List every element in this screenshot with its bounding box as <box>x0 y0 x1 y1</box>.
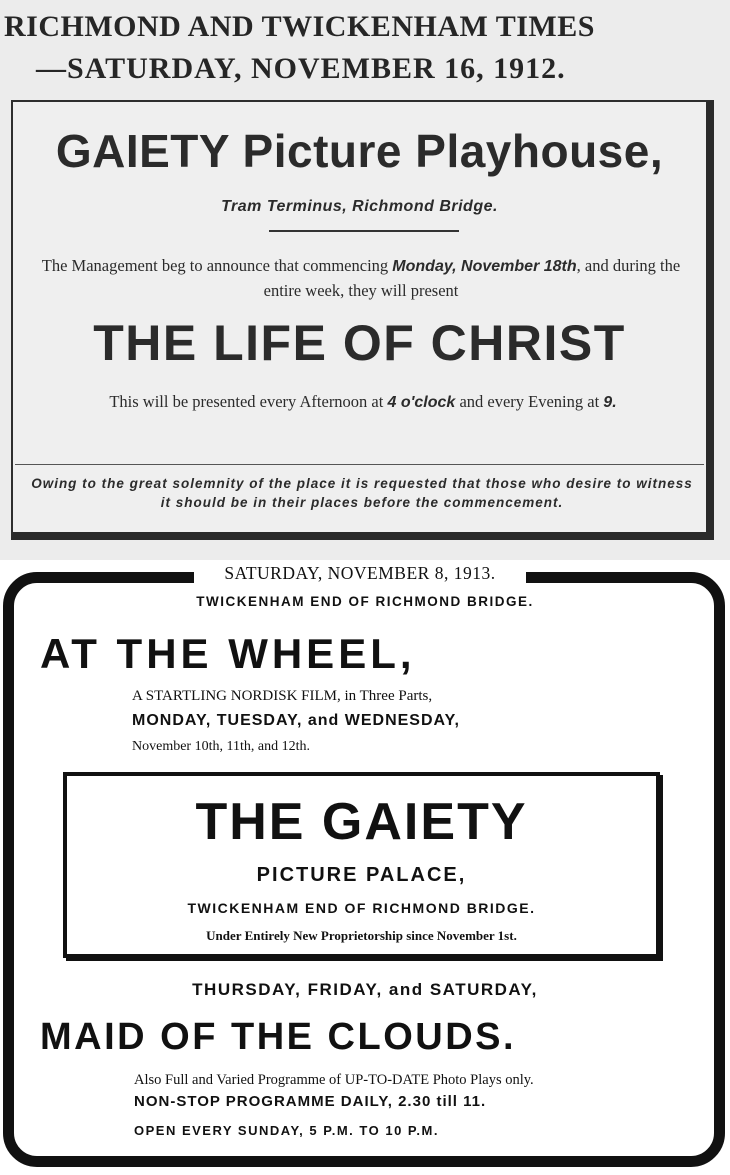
issue-date-1913: SATURDAY, NOVEMBER 8, 1913. <box>194 562 526 584</box>
programme-line-1: Also Full and Varied Programme of UP-TO-DATE Photo Plays only. <box>134 1072 534 1088</box>
announcement-text-a: The Management beg to announce that commencing <box>41 256 393 275</box>
film1-description: A STARTLING NORDISK FILM, in Three Parts, <box>132 688 433 704</box>
film-title-maid-of-the-clouds: MAID OF THE CLOUDS. <box>40 1016 517 1058</box>
times-afternoon: 4 o'clock <box>387 394 456 411</box>
gaiety-playhouse-advert <box>11 100 714 540</box>
cinema-address: Tram Terminus, Richmond Bridge. <box>221 198 498 215</box>
film-title-life-of-christ: THE LIFE OF CHRIST <box>93 315 626 371</box>
issue-date-1912: —SATURDAY, NOVEMBER 16, 1912. <box>36 52 566 85</box>
clipping-1913 <box>0 560 730 1175</box>
times-text-b: and every Evening at <box>455 392 604 411</box>
venue-box <box>63 772 660 958</box>
solemnity-note: Owing to the great solemnity of the place it is requested that those who desire to witness it should be in their places before the commencement. <box>31 476 693 510</box>
showing-times <box>73 390 653 415</box>
film1-days: MONDAY, TUESDAY, and WEDNESDAY, <box>132 712 460 729</box>
divider <box>269 230 459 232</box>
announcement-date: Monday, November 18th <box>392 258 577 275</box>
location-top: TWICKENHAM END OF RICHMOND BRIDGE. <box>196 594 534 609</box>
film2-days: THURSDAY, FRIDAY, and SATURDAY, <box>192 980 538 999</box>
venue-note: Under Entirely New Proprietorship since November 1st. <box>206 928 517 943</box>
clipping-1912 <box>0 0 730 560</box>
newspaper-title: RICHMOND AND TWICKENHAM TIMES <box>4 10 595 43</box>
announcement <box>31 254 691 303</box>
programme-line-3: OPEN EVERY SUNDAY, 5 P.M. TO 10 P.M. <box>134 1123 439 1138</box>
programme-line-2: NON-STOP PROGRAMME DAILY, 2.30 till 11. <box>134 1093 487 1110</box>
times-text-a: This will be presented every Afternoon at <box>109 392 388 411</box>
times-evening: 9. <box>603 394 617 411</box>
announcement-text-b: , and during the entire week, they will present <box>263 256 681 300</box>
divider <box>15 464 704 465</box>
venue-subtitle: PICTURE PALACE, <box>256 864 467 886</box>
venue-name: THE GAIETY <box>195 793 528 851</box>
film1-dates: November 10th, 11th, and 12th. <box>132 739 310 754</box>
venue-location: TWICKENHAM END OF RICHMOND BRIDGE. <box>187 900 536 916</box>
cinema-name: GAIETY Picture Playhouse, <box>55 125 664 177</box>
film-title-at-the-wheel: AT THE WHEEL, <box>40 630 416 677</box>
